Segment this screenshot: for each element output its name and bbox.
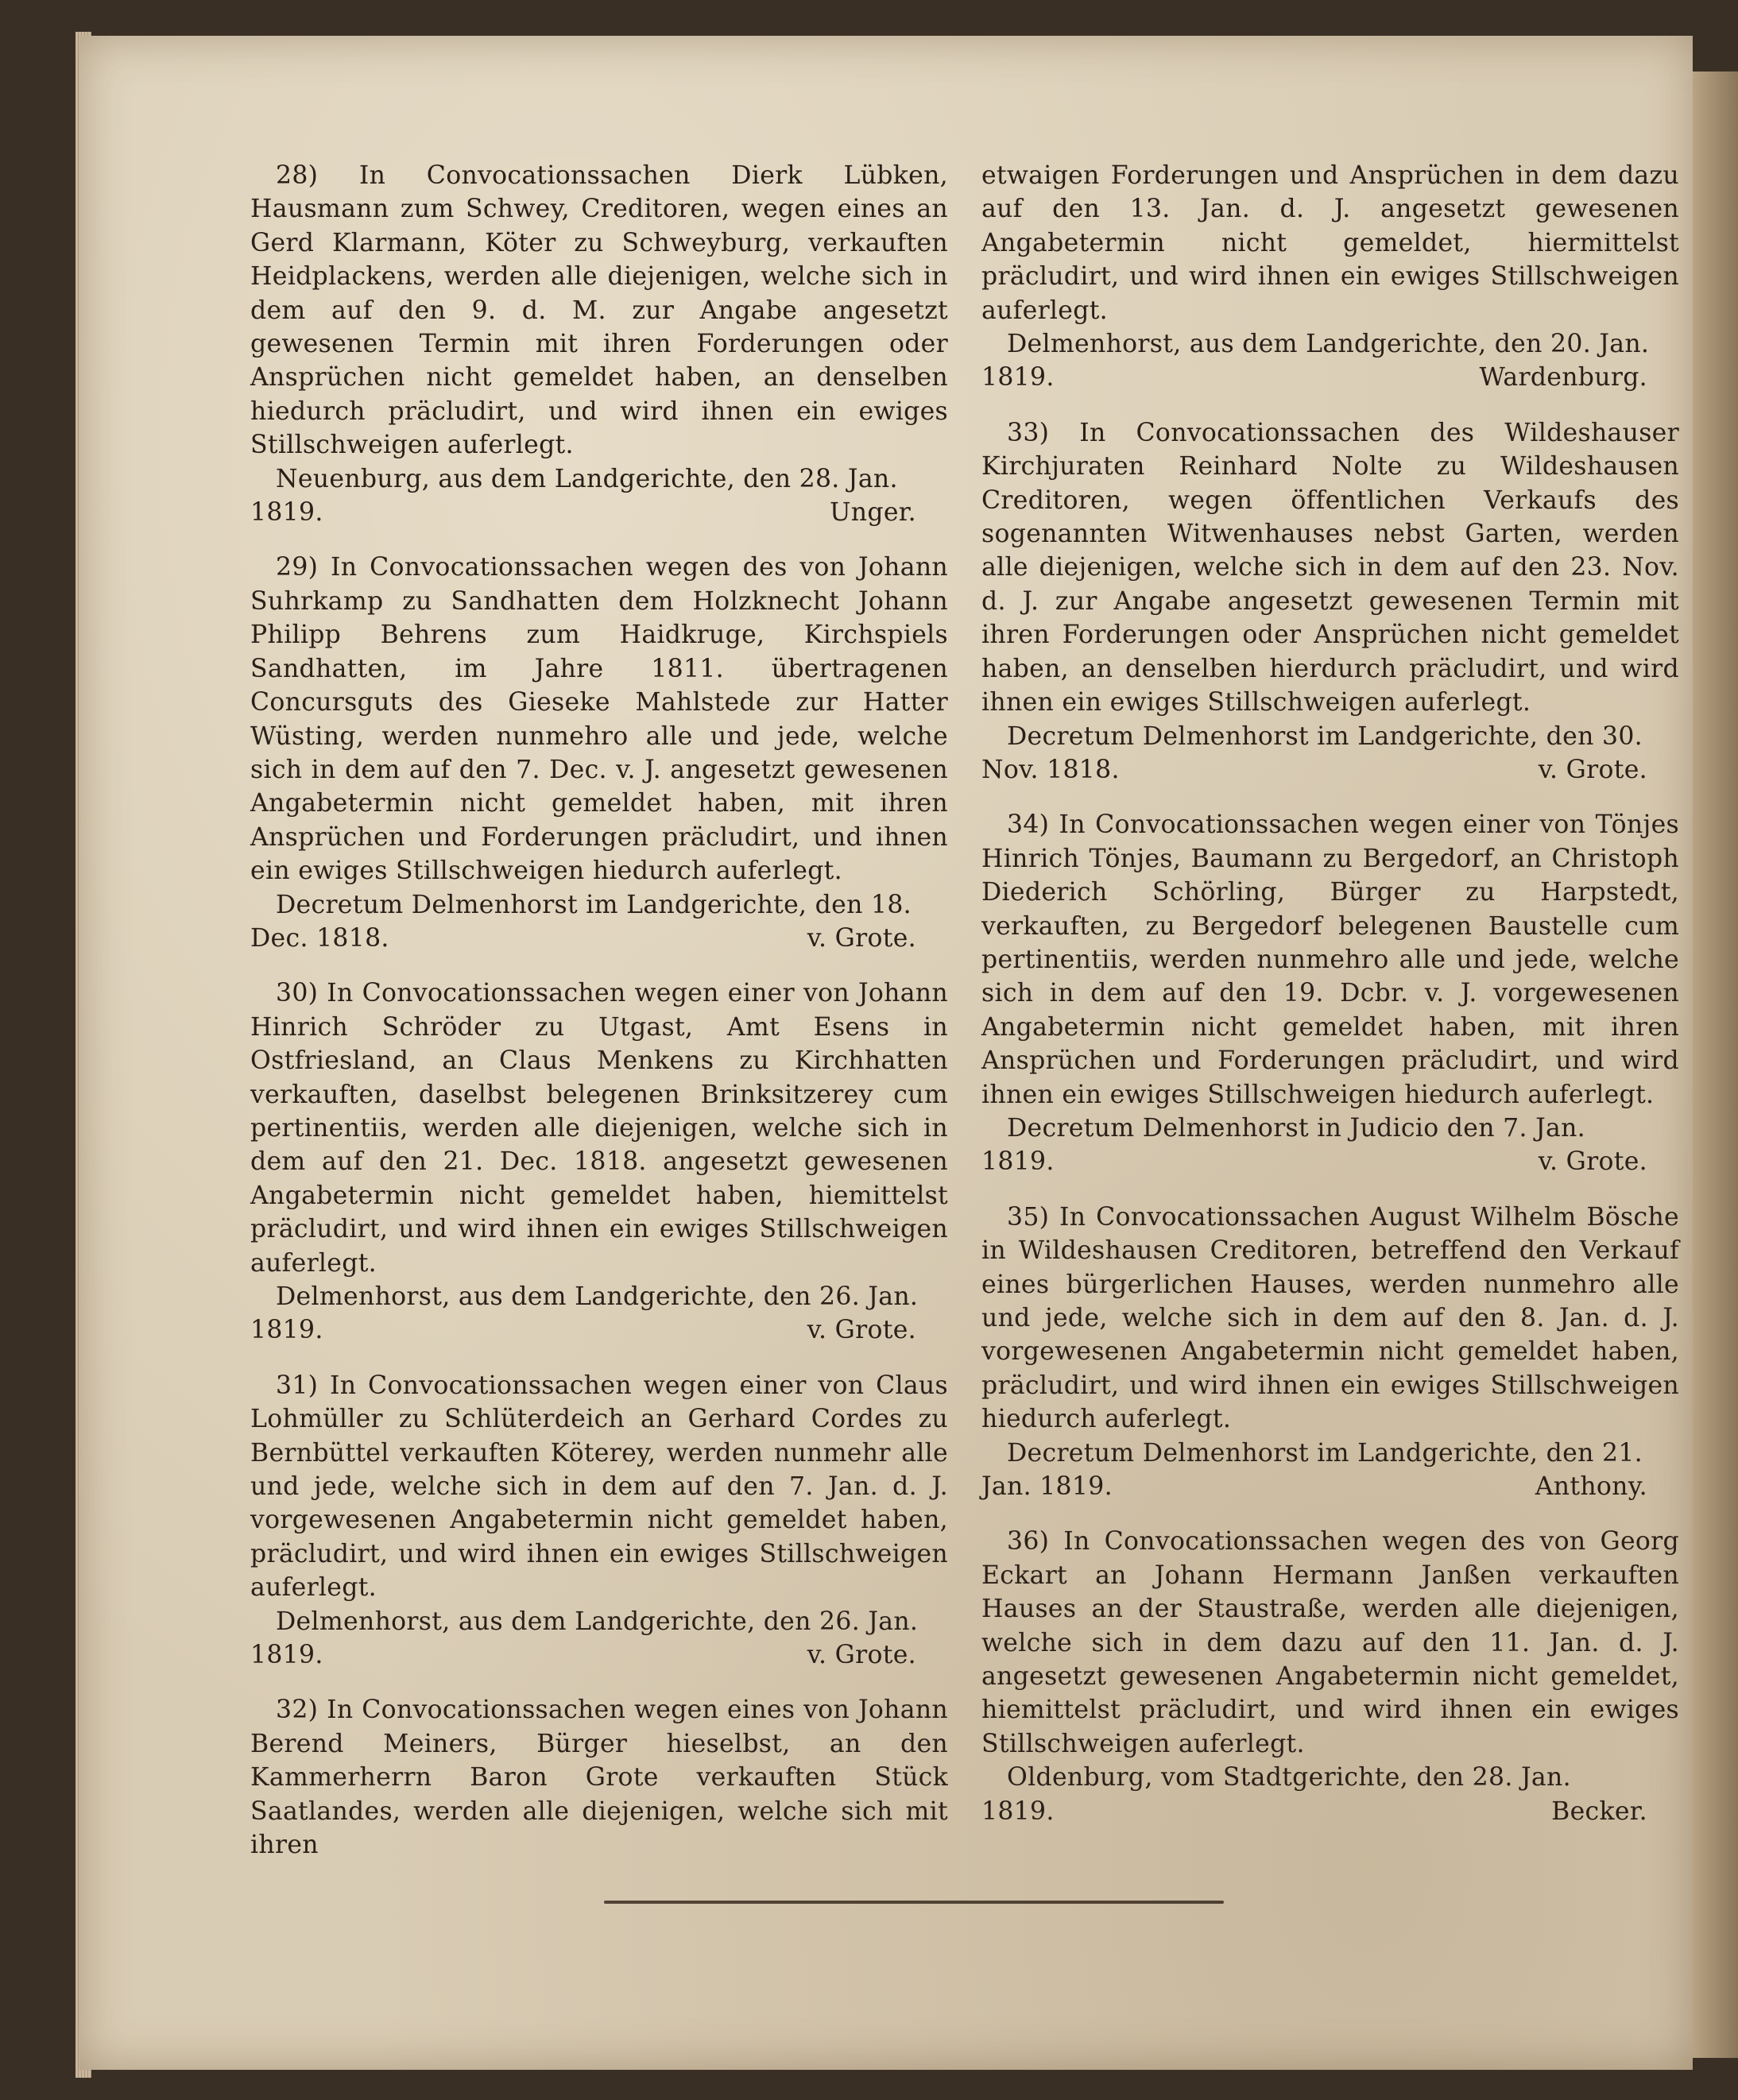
signature-date: 1819.	[250, 1316, 323, 1345]
paragraph: 30) In Convocationssachen wegen einer von Johann Hinrich Schröder zu Utgast, Amt Esens in Ostfriesland, an Claus Menkens zu Kirchhatten verkauften, daselbst belegenen Brinksitzerey cum pertinentiis, werden alle diejenigen, welche sich in dem auf den 21. Dec. 1818. angesetzt gewesenen Angabetermin nicht gemeldet haben, hiemittelst präcludirt, und wird ihnen ein ewiges Stillschweigen auferlegt.	[250, 979, 948, 1278]
signature-line	[250, 1638, 948, 1672]
signature-line	[250, 1313, 948, 1347]
paragraph: Decretum Delmenhorst im Landgerichte, den 21.	[1007, 1438, 1643, 1468]
signature-date: Dec. 1818.	[250, 923, 389, 953]
paragraph-gap	[981, 1503, 1679, 1525]
paragraph-gap	[981, 787, 1679, 808]
paragraph: Delmenhorst, aus dem Landgerichte, den 26. Jan.	[276, 1607, 919, 1636]
signature-name: Anthony.	[1535, 1472, 1647, 1502]
signature-name: v. Grote.	[1538, 1147, 1647, 1177]
signature-name: Wardenburg.	[1479, 363, 1647, 393]
signature-date: 1819.	[250, 498, 323, 528]
paragraph: 36) In Convocationssachen wegen des von Georg Eckart an Johann Hermann Janßen verkauften Hauses an der Staustraße, werden alle diejenigen, welche sich in dem dazu auf den 11. Jan. d. J. angesetzt gewesenen Angabetermin nicht gemeldet, hiemittelst präcludirt, und wird ihnen ein ewiges Stillschweigen auferlegt.	[981, 1527, 1679, 1758]
signature-line	[250, 496, 948, 529]
paragraph: Decretum Delmenhorst in Judicio den 7. Jan.	[1007, 1113, 1585, 1143]
signature-name: Unger.	[829, 498, 916, 528]
paragraph: 32) In Convocationssachen wegen eines von Johann Berend Meiners, Bürger hieselbst, an den Kammerherrn Baron Grote verkauften Stück Saatlandes, werden alle diejenigen, welche sich mit ihren	[250, 1696, 948, 1860]
signature-line	[981, 1145, 1679, 1178]
signature-line	[981, 753, 1679, 787]
paragraph: Decretum Delmenhorst im Landgerichte, den 30.	[1007, 721, 1643, 751]
horizontal-rule	[604, 1901, 1224, 1904]
signature-name: Becker.	[1551, 1796, 1647, 1826]
signature-name: v. Grote.	[807, 923, 916, 953]
paragraph: 29) In Convocationssachen wegen des von Johann Suhrkamp zu Sandhatten dem Holzknecht Johann Philipp Behrens zum Haidkruge, Kirchspiels Sandhatten, im Jahre 1811. übertragenen Concursguts des Gieseke Mahlstede zur Hatter Wüsting, werden nunmehro alle und jede, welche sich in dem auf den 7. Dec. v. J. angesetzt gewesenen Angabetermin nicht gemeldet haben, mit ihren Ansprüchen und Forderungen präcludirt, und ihnen ein ewiges Stillschweigen hiedurch auferlegt.	[250, 553, 948, 886]
paragraph-gap	[250, 529, 948, 551]
paragraph-gap	[250, 1348, 948, 1369]
paragraph: Delmenhorst, aus dem Landgerichte, den 26. Jan.	[276, 1282, 919, 1311]
paragraph: Oldenburg, vom Stadtgerichte, den 28. Jan.	[1007, 1763, 1571, 1793]
signature-date: 1819.	[250, 1641, 323, 1670]
paragraph-gap	[981, 395, 1679, 416]
paragraph-gap	[250, 1672, 948, 1693]
paragraph-gap	[250, 955, 948, 977]
paragraph: Decretum Delmenhorst im Landgerichte, den 18.	[276, 890, 912, 919]
paragraph: 31) In Convocationssachen wegen einer von Claus Lohmüller zu Schlüterdeich an Gerhard Cordes zu Bernbüttel verkauften Köterey, werden nunmehr alle und jede, welche sich in dem auf den 7. Jan. d. J. vorgewesenen Angabetermin nicht gemeldet haben, präcludirt, und wird ihnen ein ewiges Stillschweigen auferlegt.	[250, 1371, 948, 1603]
paragraph: 28) In Convocationssachen Dierk Lübken, Hausmann zum Schwey, Creditoren, wegen eines an Gerd Klarmann, Köter zu Schweyburg, verkauften Heidplackens, werden alle diejenigen, welche sich in dem auf den 9. d. M. zur Angabe angesetzt gewesenen Termin mit ihren Forderungen oder Ansprüchen nicht gemeldet haben, an denselben hiedurch präcludirt, und wird ihnen ein ewiges Stillschweigen auferlegt.	[250, 161, 948, 460]
paragraph: 33) In Convocationssachen des Wildeshauser Kirchjuraten Reinhard Nolte zu Wildeshausen Creditoren, wegen öffentlichen Verkaufs des sogenannten Witwenhauses nebst Garten, werden alle diejenigen, welche sich in dem auf den 23. Nov. d. J. zur Angabe angesetzt gewesenen Termin mit ihren Forderungen oder Ansprüchen nicht gemeldet haben, an denselben hierdurch präcludirt, und wird ihnen ein ewiges Stillschweigen auferlegt.	[981, 418, 1679, 717]
paragraph: Delmenhorst, aus dem Landgerichte, den 20. Jan.	[1007, 330, 1650, 359]
paragraph: Neuenburg, aus dem Landgerichte, den 28. Jan.	[276, 464, 898, 493]
signature-date: 1819.	[981, 1147, 1055, 1177]
left-column	[250, 159, 948, 1862]
signature-line	[981, 361, 1679, 394]
signature-line	[981, 1470, 1679, 1503]
signature-line	[981, 1795, 1679, 1828]
signature-date: Nov. 1818.	[981, 755, 1120, 784]
signature-date: 1819.	[981, 1796, 1055, 1826]
paragraph: 35) In Convocationssachen August Wilhelm Bösche in Wildeshausen Creditoren, betreffend den Verkauf eines bürgerlichen Hauses, werden nunmehro alle und jede, welche sich in dem auf den 8. Jan. d. J. vorgewesenen Angabetermin nicht gemeldet haben, präcludirt, und wird ihnen ein ewiges Stillschweigen hiedurch auferlegt.	[981, 1202, 1679, 1434]
paragraph: 34) In Convocationssachen wegen einer von Tönjes Hinrich Tönjes, Baumann zu Bergedorf, an Christoph Diederich Schörling, Bürger zu Harpstedt, verkauften, zu Bergedorf belegenen Baustelle cum pertinentiis, werden nunmehro alle und jede, welche sich in dem auf den 19. Dcbr. v. J. vorgewesenen Angabetermin nicht gemeldet haben, mit ihren Ansprüchen und Forderungen präcludirt, und wird ihnen ein ewiges Stillschweigen hiedurch auferlegt.	[981, 810, 1679, 1109]
paragraph-gap	[981, 1179, 1679, 1201]
facing-page-edge	[1693, 72, 1738, 2058]
signature-name: v. Grote.	[1538, 755, 1647, 784]
signature-date: Jan. 1819.	[981, 1472, 1113, 1502]
signature-name: v. Grote.	[807, 1641, 916, 1670]
paragraph: etwaigen Forderungen und Ansprüchen in dem dazu auf den 13. Jan. d. J. angesetzt gewesenen Angabetermin nicht gemeldet, hiermittelst präcludirt, und wird ihnen ein ewiges Stillschweigen auferlegt.	[981, 161, 1679, 325]
signature-date: 1819.	[981, 363, 1055, 393]
signature-line	[250, 922, 948, 955]
right-column	[981, 159, 1679, 1828]
signature-name: v. Grote.	[807, 1316, 916, 1345]
